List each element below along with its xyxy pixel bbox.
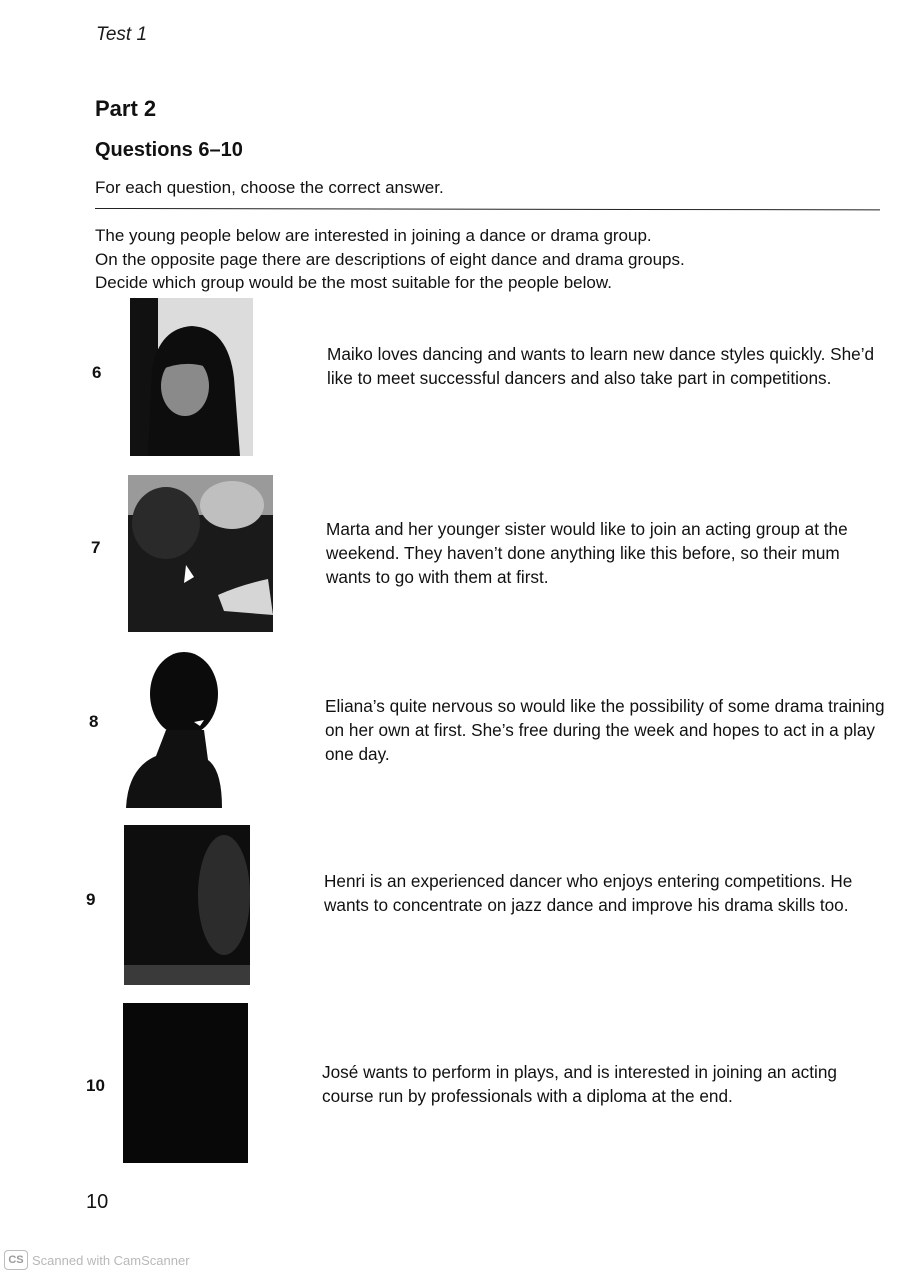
question-number-7: 7 [91,538,101,557]
intro-paragraph [95,224,855,295]
question-text-6: Maiko loves dancing and wants to learn new dance styles quickly. She’d like to meet successful dancers and also take part in competitions. [327,344,875,388]
photo-maiko [130,298,253,456]
instruction-text: For each question, choose the correct answer. [95,178,444,197]
question-text-7: Marta and her younger sister would like to join an acting group at the weekend. They haven’t done anything like this before, so their mum wants to go with them at first. [326,519,848,587]
photo-henri [124,825,250,985]
running-header: Test 1 [96,24,148,45]
question-text-8: Eliana’s quite nervous so would like the possibility of some drama training on her own at first. She’s free during the week and hopes to act in a play one day. [325,696,885,764]
question-number-8: 8 [89,712,99,731]
question-text-9: Henri is an experienced dancer who enjoys entering competitions. He wants to concentrate on jazz dance and improve his drama skills too. [324,871,853,915]
question-text-10: José wants to perform in plays, and is interested in joining an acting course run by professionals with a diploma at the end. [322,1062,837,1106]
questions-heading: Questions 6–10 [95,139,243,161]
question-number-9: 9 [86,890,96,909]
intro-line: Decide which group would be the most suitable for the people below. [95,273,612,292]
question-number-6: 6 [92,363,102,382]
question-number-10: 10 [86,1076,105,1095]
camscanner-logo-icon: CS [4,1250,28,1270]
divider-line [95,208,880,210]
photo-eliana [126,650,224,808]
scanner-label: Scanned with CamScanner [32,1252,190,1268]
part-title: Part 2 [95,96,157,121]
page-number: 10 [86,1191,109,1213]
photo-jose [123,1003,248,1163]
scanner-watermark [4,1250,190,1270]
photo-marta-and-sister [128,475,273,632]
intro-line: The young people below are interested in joining a dance or drama group. [95,226,652,245]
intro-line: On the opposite page there are descriptions of eight dance and drama groups. [95,249,685,269]
